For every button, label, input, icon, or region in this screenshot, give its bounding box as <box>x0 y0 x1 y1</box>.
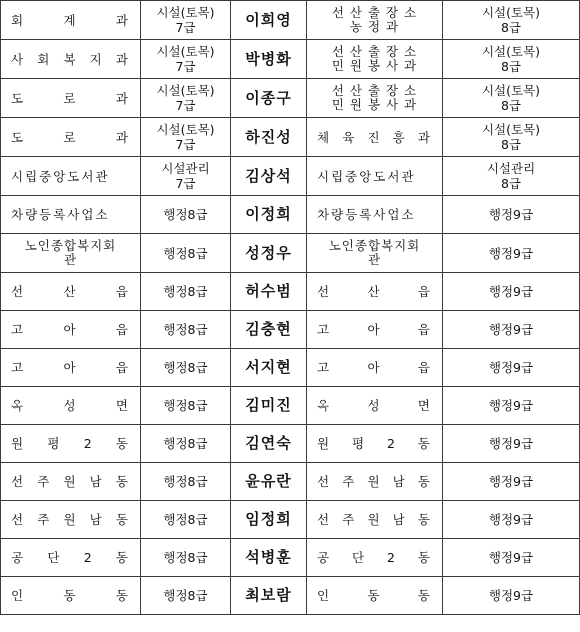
previous-grade-cell-line: 행정8급 <box>163 207 208 222</box>
previous-grade-cell-line: 행정8급 <box>163 436 208 451</box>
new-department-cell-line: 노인종합복지회 <box>328 238 421 253</box>
new-department-cell <box>307 118 443 157</box>
previous-grade-cell-line: 행정8급 <box>163 245 208 261</box>
previous-grade-cell-line: 행정8급 <box>163 398 208 413</box>
previous-grade-cell <box>141 1 231 40</box>
new-grade-cell <box>443 577 580 615</box>
new-department-cell-line: 공 단 2 동 <box>317 550 432 565</box>
previous-department-cell <box>1 311 141 349</box>
new-grade-cell <box>443 349 580 387</box>
employee-name-cell: 석병훈 <box>231 539 307 577</box>
new-grade-cell <box>443 311 580 349</box>
new-grade-cell <box>443 157 580 196</box>
new-grade-cell <box>443 196 580 234</box>
new-department-cell <box>307 349 443 387</box>
previous-department-cell <box>1 387 141 425</box>
new-department-cell-line: 고 아 읍 <box>317 360 432 375</box>
previous-grade-cell-line: 시설(토목) <box>156 122 215 137</box>
table-row <box>1 1 580 40</box>
new-grade-cell <box>443 1 580 40</box>
new-department-cell <box>307 539 443 577</box>
new-department-cell-line: 관 <box>367 252 382 267</box>
previous-grade-cell-line: 행정8급 <box>163 588 208 603</box>
new-department-cell <box>307 501 443 539</box>
previous-grade-cell-line: 행정8급 <box>163 284 208 299</box>
new-grade-cell-line: 행정9급 <box>488 550 534 565</box>
table-row <box>1 196 580 234</box>
new-grade-cell-line: 행정9급 <box>488 322 534 337</box>
employee-name-cell: 하진성 <box>231 118 307 157</box>
new-department-cell <box>307 196 443 234</box>
previous-grade-cell-line: 7급 <box>175 137 196 152</box>
previous-department-cell-line: 옥 성 면 <box>11 398 130 413</box>
new-grade-cell <box>443 40 580 79</box>
new-department-cell <box>307 79 443 118</box>
previous-department-cell <box>1 196 141 234</box>
previous-department-cell-line: 선 산 읍 <box>11 284 130 299</box>
previous-grade-cell-line: 시설(토목) <box>156 83 215 98</box>
previous-grade-cell-line: 7급 <box>175 176 196 191</box>
previous-department-cell <box>1 577 141 615</box>
previous-grade-cell <box>141 387 231 425</box>
new-grade-cell-line: 시설(토목) <box>481 83 541 98</box>
employee-name-cell: 김충현 <box>231 311 307 349</box>
previous-department-cell <box>1 425 141 463</box>
table-row <box>1 311 580 349</box>
table-row <box>1 387 580 425</box>
previous-department-cell-line: 도 로 과 <box>11 129 130 145</box>
previous-grade-cell <box>141 311 231 349</box>
table-row <box>1 273 580 311</box>
employee-name-cell: 김연숙 <box>231 425 307 463</box>
previous-department-cell <box>1 118 141 157</box>
new-grade-cell-line: 행정9급 <box>488 207 534 222</box>
new-grade-cell-line: 시설관리 <box>486 161 536 176</box>
previous-department-cell-line: 차량등록사업소 <box>11 207 110 222</box>
new-department-cell-line: 민 원 봉 사 과 <box>331 58 418 73</box>
previous-grade-cell-line: 7급 <box>175 98 196 113</box>
previous-grade-cell-line: 행정8급 <box>163 474 208 489</box>
new-department-cell <box>307 463 443 501</box>
new-grade-cell <box>443 463 580 501</box>
employee-name-cell: 김미진 <box>231 387 307 425</box>
previous-grade-cell <box>141 157 231 196</box>
new-grade-cell-line: 8급 <box>500 59 522 74</box>
previous-department-cell-line: 고 아 읍 <box>11 360 130 375</box>
new-grade-cell-line: 8급 <box>500 176 522 191</box>
employee-name-cell: 윤유란 <box>231 463 307 501</box>
new-department-cell <box>307 157 443 196</box>
new-department-cell-line: 원 평 2 동 <box>317 436 432 451</box>
previous-department-cell <box>1 79 141 118</box>
previous-department-cell <box>1 40 141 79</box>
new-department-cell-line: 선 주 원 남 동 <box>317 474 432 489</box>
employee-name-cell: 이종구 <box>231 79 307 118</box>
new-grade-cell <box>443 273 580 311</box>
employee-name-cell: 박병화 <box>231 40 307 79</box>
new-department-cell-line: 선 산 출 장 소 <box>331 83 418 98</box>
employee-name-cell: 이정희 <box>231 196 307 234</box>
previous-grade-cell <box>141 79 231 118</box>
new-grade-cell <box>443 234 580 273</box>
previous-grade-cell-line: 행정8급 <box>163 322 208 337</box>
previous-department-cell-line: 인 동 동 <box>11 588 130 603</box>
previous-grade-cell-line: 7급 <box>175 20 196 35</box>
previous-department-cell <box>1 273 141 311</box>
previous-department-cell <box>1 1 141 40</box>
new-grade-cell <box>443 501 580 539</box>
employee-name-cell: 이희영 <box>231 1 307 40</box>
new-grade-cell-line: 시설(토목) <box>481 122 541 137</box>
previous-department-cell <box>1 463 141 501</box>
new-department-cell <box>307 234 443 273</box>
table-row <box>1 40 580 79</box>
previous-department-cell-line: 사 회 복 지 과 <box>11 51 130 67</box>
previous-grade-cell-line: 시설(토목) <box>156 44 215 59</box>
new-grade-cell <box>443 387 580 425</box>
previous-department-cell-line: 노인종합복지회 <box>24 238 117 253</box>
previous-grade-cell <box>141 425 231 463</box>
new-department-cell-line: 시립중앙도서관 <box>317 168 416 184</box>
table-row <box>1 79 580 118</box>
new-grade-cell-line: 시설(토목) <box>481 5 541 20</box>
new-department-cell <box>307 40 443 79</box>
new-department-cell-line: 민 원 봉 사 과 <box>331 97 418 112</box>
table-row <box>1 577 580 615</box>
previous-grade-cell-line: 시설관리 <box>161 161 210 176</box>
previous-department-cell <box>1 234 141 273</box>
new-department-cell <box>307 1 443 40</box>
new-grade-cell-line: 행정9급 <box>488 474 534 489</box>
previous-grade-cell <box>141 463 231 501</box>
previous-grade-cell <box>141 501 231 539</box>
new-department-cell-line: 옥 성 면 <box>317 398 432 413</box>
table-row <box>1 349 580 387</box>
previous-department-cell <box>1 349 141 387</box>
new-department-cell-line: 체 육 진 흥 과 <box>317 129 432 145</box>
employee-name-cell: 서지현 <box>231 349 307 387</box>
previous-grade-cell <box>141 40 231 79</box>
new-department-cell-line: 차량등록사업소 <box>317 207 416 222</box>
new-grade-cell-line: 행정9급 <box>488 245 534 261</box>
new-grade-cell-line: 시설(토목) <box>481 44 541 59</box>
new-grade-cell-line: 행정9급 <box>488 512 534 527</box>
new-department-cell <box>307 311 443 349</box>
previous-grade-cell <box>141 577 231 615</box>
employee-name-cell: 최보람 <box>231 577 307 615</box>
new-department-cell-line: 선 산 출 장 소 <box>331 44 418 59</box>
previous-department-cell-line: 원 평 2 동 <box>11 436 130 451</box>
previous-grade-cell <box>141 234 231 273</box>
table-row <box>1 463 580 501</box>
previous-department-cell-line: 고 아 읍 <box>11 322 130 337</box>
new-grade-cell-line: 행정9급 <box>488 588 534 603</box>
table-row <box>1 234 580 273</box>
previous-grade-cell <box>141 539 231 577</box>
previous-grade-cell-line: 시설(토목) <box>156 5 215 20</box>
previous-department-cell <box>1 539 141 577</box>
new-grade-cell <box>443 539 580 577</box>
new-grade-cell-line: 8급 <box>500 20 522 35</box>
new-department-cell-line: 고 아 읍 <box>317 322 432 337</box>
new-grade-cell <box>443 425 580 463</box>
table-row <box>1 501 580 539</box>
previous-department-cell-line: 도 로 과 <box>11 90 130 106</box>
previous-grade-cell-line: 행정8급 <box>163 550 208 565</box>
personnel-table-body <box>1 1 580 615</box>
employee-name-cell: 임정희 <box>231 501 307 539</box>
table-row <box>1 118 580 157</box>
previous-grade-cell <box>141 349 231 387</box>
new-department-cell <box>307 577 443 615</box>
previous-grade-cell <box>141 118 231 157</box>
previous-grade-cell <box>141 196 231 234</box>
new-grade-cell-line: 행정9급 <box>488 360 534 375</box>
new-department-cell-line: 선 산 읍 <box>317 284 432 299</box>
previous-department-cell <box>1 501 141 539</box>
new-department-cell-line: 선 주 원 남 동 <box>317 512 432 527</box>
previous-department-cell-line: 관 <box>63 252 78 267</box>
employee-name-cell: 성정우 <box>231 234 307 273</box>
previous-grade-cell-line: 행정8급 <box>163 360 208 375</box>
table-row <box>1 425 580 463</box>
new-department-cell-line: 농 정 과 <box>349 19 400 34</box>
employee-name-cell: 김상석 <box>231 157 307 196</box>
new-department-cell-line: 인 동 동 <box>317 588 432 603</box>
new-department-cell-line: 선 산 출 장 소 <box>331 5 418 20</box>
new-grade-cell <box>443 79 580 118</box>
previous-grade-cell-line: 행정8급 <box>163 512 208 527</box>
table-row <box>1 539 580 577</box>
previous-department-cell <box>1 157 141 196</box>
new-grade-cell-line: 8급 <box>500 137 522 152</box>
previous-department-cell-line: 공 단 2 동 <box>11 550 130 565</box>
previous-department-cell-line: 회 계 과 <box>11 12 130 28</box>
new-grade-cell-line: 행정9급 <box>488 398 534 413</box>
previous-department-cell-line: 시립중앙도서관 <box>11 168 110 184</box>
previous-department-cell-line: 선 주 원 남 동 <box>11 474 130 489</box>
new-department-cell <box>307 273 443 311</box>
previous-department-cell-line: 선 주 원 남 동 <box>11 512 130 527</box>
employee-name-cell: 허수범 <box>231 273 307 311</box>
table-row <box>1 157 580 196</box>
new-grade-cell-line: 8급 <box>500 98 522 113</box>
new-grade-cell <box>443 118 580 157</box>
new-grade-cell-line: 행정9급 <box>488 284 534 299</box>
previous-grade-cell-line: 7급 <box>175 59 196 74</box>
previous-grade-cell <box>141 273 231 311</box>
new-department-cell <box>307 387 443 425</box>
new-department-cell <box>307 425 443 463</box>
new-grade-cell-line: 행정9급 <box>488 436 534 451</box>
